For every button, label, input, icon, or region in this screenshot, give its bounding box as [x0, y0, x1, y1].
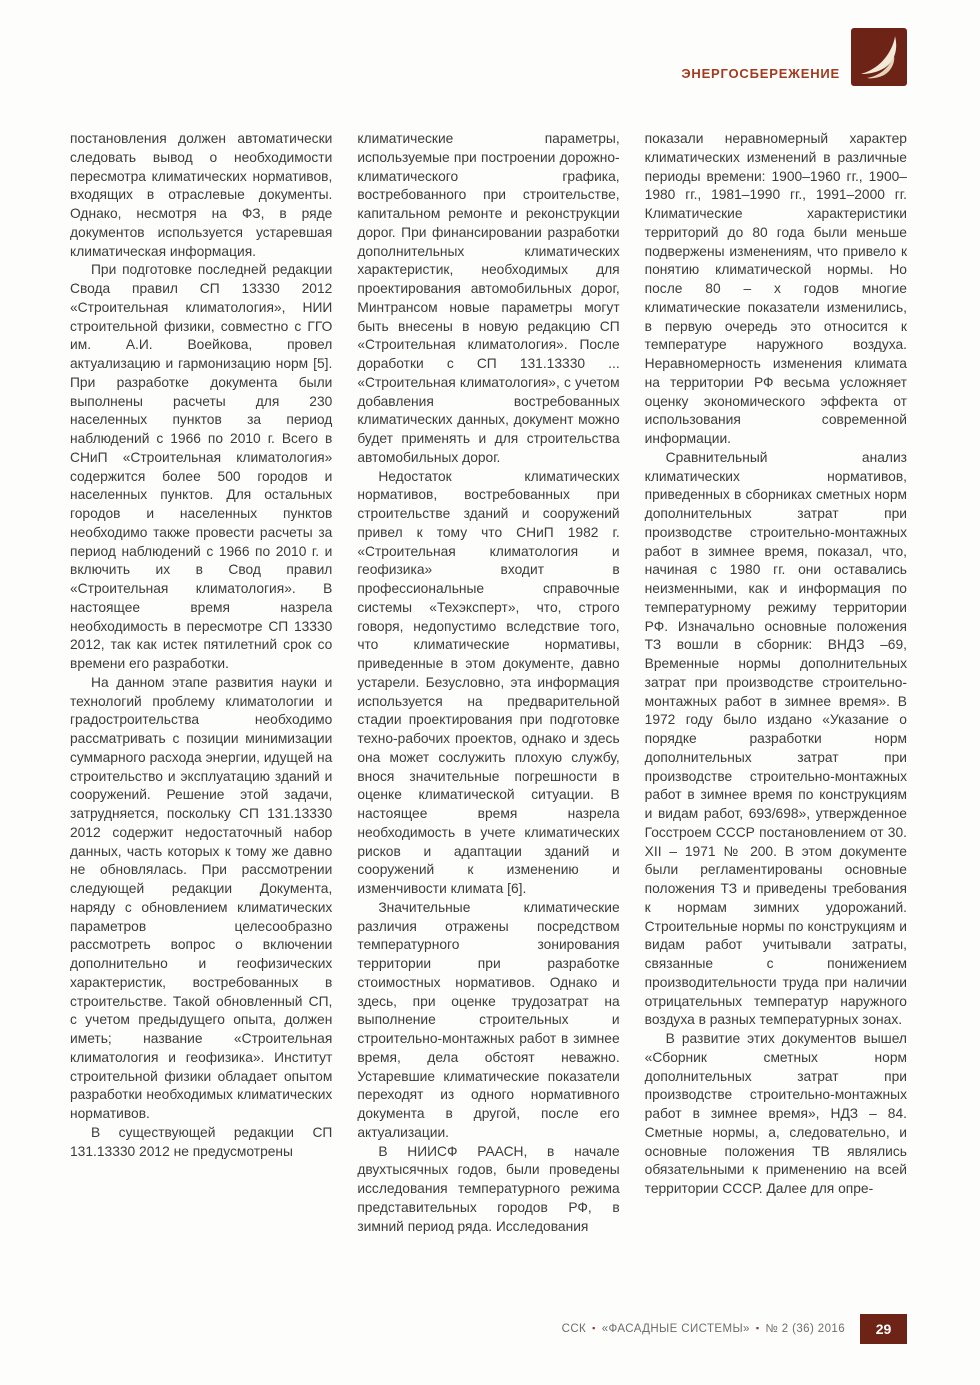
paragraph: Сравнительный анализ климатических нормативов, приведенных в сборниках сметных норм дополнительных затрат при производстве строительно-монтажных работ в зимнее время, показал, что, начиная с 1980 гг. они оставались неизменными, как и информация по температурному режиму территории РФ. Изначально основные положения ТЗ вошли в сборник: ВНДЗ –69, Временные нормы дополнительных затрат при производстве строительно-монтажных работ в зимнее время». В 1972 году было издано «Указание о порядке разработки норм дополнительных затрат при производстве строительно-монтажных работ в зимнее время по конструкциям и видам работ, 693/698», утвержденное Госстроем СССР постановлением от 30. XII – 1971 № 200. В этом документе были регламентированы основные положения ТЗ и приведены требования к нормам зимних удорожаний. Строительные нормы по конструкциям и видам работ учитывали затраты, связанные с понижением производительности труда при наличии отрицательных температур наружного воздуха в разных температурных зонах.: [644, 449, 907, 1028]
footer-issue: № 2 (36) 2016: [765, 1323, 845, 1335]
paragraph: Значительные климатические различия отражены посредством температурного зонирования территории при разработке стоимостных нормативов. Однако и здесь, при оценке трудозатрат на выполнение строительных и строительно-монтажных работ в зимнее время, дела обстоят неважно. Устаревшие климатические показатели переходят из одного нормативного документа в другой, после его актуализации.: [357, 899, 620, 1140]
text-column-2: [357, 130, 619, 1236]
page-footer: [70, 1314, 907, 1344]
paragraph: климатические параметры, используемые при построении дорожно-климатического графика, востребованного при строительстве, капитальном ремонте и реконструкции дорог. При финансировании разработки дополнительных климатических характеристик, необходимых для проектирования автомобильных дорог, Минтрансом новые параметры могут быть внесены в новую редакцию СП «Строительная климатология». После доработки с СП 131.13330 ... «Строительная климатология», с учетом добавления востребованных климатических данных, документ можно будет применять и для строительства автомобильных дорог.: [357, 131, 620, 465]
paragraph: При подготовке последней редакции Свода правил СП 13330 2012 «Строительная климатология», НИИ строительной физики, совместно с ГГО им. А.И. Воейкова, провел актуализацию и гармонизацию норм [5]. При разработке документа были выполнены расчеты для 230 населенных пунктов за период наблюдений с 1966 по 2010 г. Всего в СНиП «Строительная климатология» содержится более 500 городов и населенных пунктов. Для остальных городов и населенных пунктов необходимо также провести расчеты за период наблюдений с 1966 по 2010 г. и включить их в Свод правил «Строительная климатология». В настоящее время назрела необходимость в пересмотре СП 13330 2012, так как истек пятилетний срок со времени его разработки.: [70, 262, 333, 671]
text-column-3: [645, 130, 907, 1236]
paragraph: На данном этапе развития науки и технологий проблему климатологии и градостроительства необходимо рассматривать с позиции минимизации суммарного расхода энергии, идущей на строительство и эксплуатацию зданий и сооружений. Решение этой задачи, затрудняется, поскольку СП 131.13330 2012 содержит недостаточный набор данных, часть которых к тому же давно не обновлялась. При рассмотрении следующей редакции Документа, наряду с обновлением климатических параметров целесообразно рассмотреть вопрос о включении дополнительно и геофизических характеристик, востребованных в строительстве. Такой обновленный СП, с учетом предыдущего опыта, должен иметь; название «Строительная климатология и геофизика». Институт строительной физики обладает опытом разработки необходимых климатических нормативов.: [70, 674, 333, 1121]
paragraph: В существующей редакции СП 131.13330 2012 не предусмотрены: [70, 1124, 333, 1159]
paragraph: В развитие этих документов вышел «Сборник сметных норм дополнительных затрат при производстве строительно-монтажных работ в зимнее время», НДЗ – 84. Сметные нормы, а, следовательно, и основные положения ТВ являлись обязательными к применению на всей территории СССР. Далее для опре-: [644, 1031, 907, 1196]
page-number: 29: [875, 1321, 892, 1337]
leaf-swoosh-icon: [857, 34, 901, 80]
footer-bullet-icon: ▪: [755, 1323, 760, 1333]
paragraph: постановления должен автоматически следовать вывод о необходимости пересмотра климатических нормативов, входящих в отраслевые документы. Однако, несмотря на ФЗ, в ряде документов используется устаревшая климатическая информация.: [70, 131, 333, 259]
footer-bullet-icon: ▪: [592, 1323, 596, 1333]
paragraph: Недостаток климатических нормативов, востребованных при строительстве зданий и сооружений привел к тому что СНиП 1982 г. «Строительная климатология и геофизика» входит в профессиональные справочные системы «Техэксперт», что, строго говоря, недопустимо вследствие того, что климатические нормативы, приведенные в этом документе, давно устарели. Безусловно, эта информация используется на предварительной стадии проектирования при подготовке техно-рабочих проектов, однако и здесь она может сослужить плохую службу, внося значительные погрешности в оценке климатической ситуации. В настоящее время назрела необходимость в учете климатических рисков и адаптации зданий и сооружений к изменению и изменчивости климата [6].: [357, 468, 620, 896]
footer-publisher: ССК: [561, 1323, 587, 1335]
section-heading: ЭНЕРГОСБЕРЕЖЕНИЕ: [681, 66, 840, 81]
paragraph: В НИИСФ РААСН, в начале двухтысячных годов, были проведены исследования температурного режима представительных городов РФ, в зимний период ряда. Исследования: [357, 1143, 620, 1234]
paragraph: показали неравномерный характер климатических изменений в различные периоды времени: 1900–1960 гг., 1900–1980 гг., 1981–1990 гг., 1991–2000 гг. Климатические характеристики территорий до 80 года были меньше подвержены изменениям, что привело к понятию климатической нормы. Но после 80 – х годов многие климатические показатели изменились, в первую очередь это относится к температуре наружного воздуха. Неравномерность изменения климата на территории РФ весьма усложняет оценку экономического эффекта от использования современной информации.: [644, 131, 907, 446]
footer-journal-title: «ФАСАДНЫЕ СИСТЕМЫ»: [601, 1323, 750, 1335]
footer-journal-info: [562, 1323, 845, 1335]
text-column-1: [70, 130, 332, 1236]
article-body: [70, 130, 907, 1236]
publisher-logo: [851, 28, 907, 86]
page-number-badge: [860, 1314, 907, 1344]
